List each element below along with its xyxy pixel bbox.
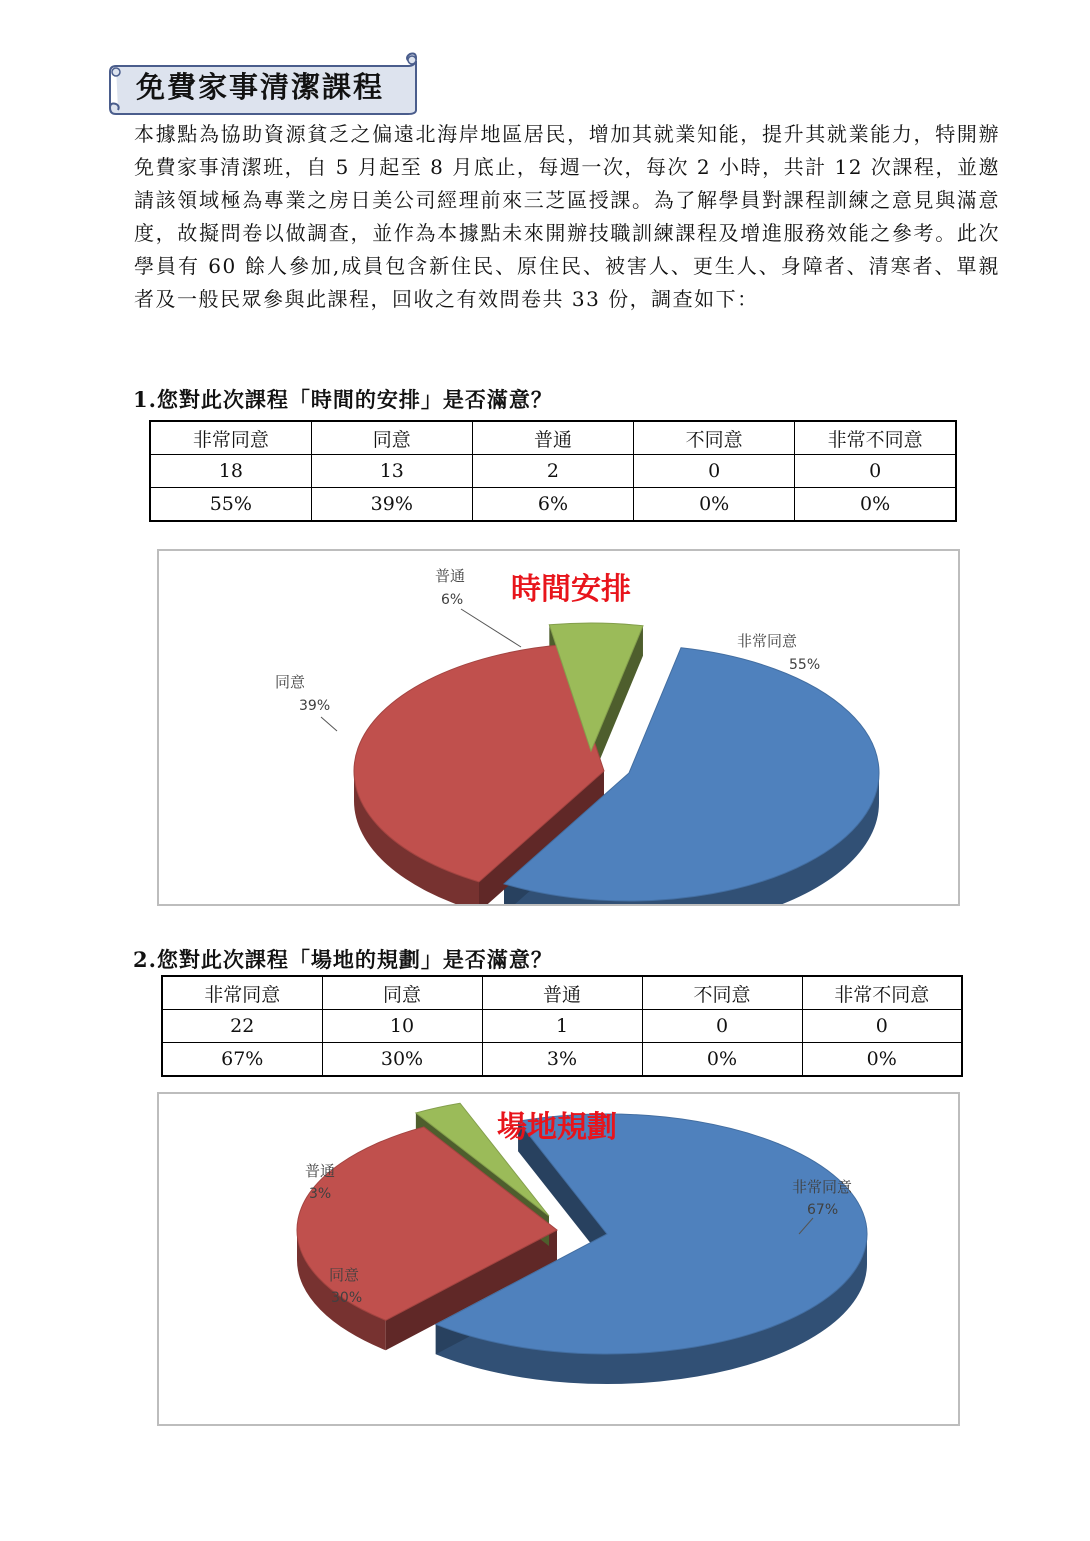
table-cell: 同意 <box>311 421 472 455</box>
table-cell: 55% <box>150 488 311 522</box>
table-row <box>162 1010 962 1043</box>
intro-paragraph: 本據點為協助資源貧乏之偏遠北海岸地區居民，增加其就業知能，提升其就業能力，特開辦免費家事清潔班，自 5 月起至 8 月底止，每週一次，每次 2 小時，共計 12 次課程，並邀請該領域極為專業之房日美公司經理前來三芝區授課。為了解學員對課程訓練之意見與滿意度，故擬問卷以做調查，並作為本據點未來開辦技職訓練課程及增進服務效能之參考。此次學員有 60 餘人參加,成員包含新住民、原住民、被害人、更生人、身障者、清寒者、單親者及一般民眾參與此課程，回收之有效問卷共 33 份，調查如下： <box>134 122 1000 311</box>
survey-table-1 <box>149 420 957 522</box>
table-cell: 39% <box>311 488 472 522</box>
table-cell: 22 <box>162 1010 322 1043</box>
table-cell: 1 <box>482 1010 642 1043</box>
table-cell: 0 <box>795 455 956 488</box>
slice-percent-label: 3% <box>309 1186 332 1202</box>
table-cell: 非常同意 <box>162 976 322 1010</box>
table-cell: 不同意 <box>634 421 795 455</box>
slice-percent-label: 67% <box>807 1202 839 1218</box>
slice-category-label: 同意 <box>329 1266 360 1284</box>
table-cell: 非常不同意 <box>802 976 962 1010</box>
table-cell: 2 <box>472 455 633 488</box>
chart-title: 場地規劃 <box>497 1110 617 1145</box>
table-cell: 6% <box>472 488 633 522</box>
table-cell: 0 <box>802 1010 962 1043</box>
table-header-row <box>150 421 956 455</box>
slice-percent-label: 6% <box>441 592 464 608</box>
table-cell: 10 <box>322 1010 482 1043</box>
table-cell: 0 <box>642 1010 802 1043</box>
question-1: 1.您對此次課程「時間的安排」是否滿意？ <box>133 387 553 412</box>
table-row <box>162 1043 962 1077</box>
slice-percent-label: 55% <box>789 657 821 673</box>
table-cell: 30% <box>322 1043 482 1077</box>
chart-title: 時間安排 <box>511 572 631 607</box>
table-row <box>150 455 956 488</box>
slice-category-label: 同意 <box>275 673 306 691</box>
pie-chart-svg <box>159 551 958 904</box>
leader-line <box>321 717 337 731</box>
table-cell: 0% <box>795 488 956 522</box>
table-cell: 普通 <box>482 976 642 1010</box>
table-cell: 0% <box>802 1043 962 1077</box>
title-banner <box>108 52 424 116</box>
table-cell: 非常同意 <box>150 421 311 455</box>
slice-category-label: 非常同意 <box>737 632 798 650</box>
question-2: 2.您對此次課程「場地的規劃」是否滿意？ <box>133 947 553 972</box>
slice-category-label: 非常同意 <box>792 1178 853 1196</box>
table-cell: 13 <box>311 455 472 488</box>
slice-percent-label: 30% <box>331 1290 363 1306</box>
table-cell: 3% <box>482 1043 642 1077</box>
table-cell: 同意 <box>322 976 482 1010</box>
pie-chart-svg <box>159 1094 958 1424</box>
survey-table-2 <box>161 975 963 1077</box>
table-cell: 0 <box>634 455 795 488</box>
pie-chart-time <box>157 549 960 906</box>
table-header-row <box>162 976 962 1010</box>
table-cell: 普通 <box>472 421 633 455</box>
table-row <box>150 488 956 522</box>
table-cell: 不同意 <box>642 976 802 1010</box>
slice-percent-label: 39% <box>299 698 331 714</box>
table-cell: 18 <box>150 455 311 488</box>
table-cell: 非常不同意 <box>795 421 956 455</box>
slice-category-label: 普通 <box>435 567 466 585</box>
page-title: 免費家事清潔課程 <box>136 70 385 104</box>
leader-line <box>461 609 521 647</box>
pie-chart-venue <box>157 1092 960 1426</box>
table-cell: 0% <box>634 488 795 522</box>
table-cell: 67% <box>162 1043 322 1077</box>
table-cell: 0% <box>642 1043 802 1077</box>
slice-category-label: 普通 <box>305 1162 336 1180</box>
